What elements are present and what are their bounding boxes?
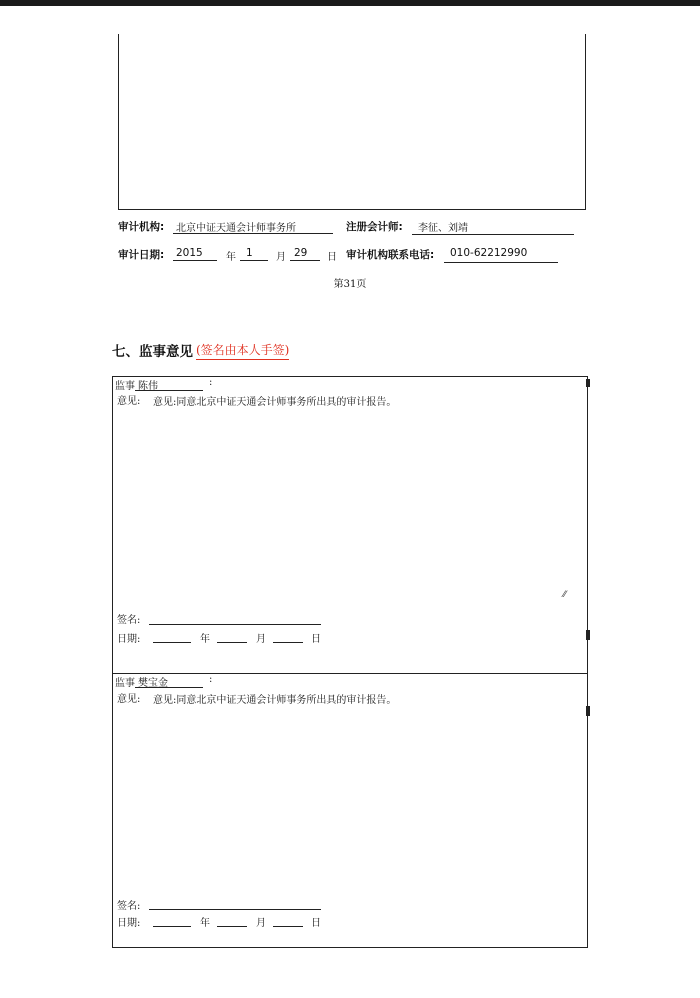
audit-day: 29	[294, 247, 308, 259]
supervisor-colon: :	[209, 377, 213, 388]
supervisor-name[interactable]: 陈伟	[138, 381, 158, 392]
audit-org-value: 北京中证天通会计师事务所	[176, 223, 296, 234]
cpa-label: 注册会计师:	[346, 221, 403, 233]
page-number: 第31页	[333, 279, 367, 290]
sign-underline[interactable]	[149, 624, 321, 625]
date-day-underline[interactable]	[273, 926, 303, 927]
supervisor-name-underline	[135, 687, 203, 688]
supervisor-name-underline	[135, 390, 203, 391]
date-month-underline[interactable]	[217, 926, 247, 927]
scan-mark	[586, 379, 590, 387]
supervisor-panel-1	[112, 376, 588, 674]
audit-year-underline	[173, 260, 217, 261]
audit-date-label: 审计日期:	[118, 249, 165, 261]
sign-label: 签名:	[117, 615, 141, 626]
audit-phone-label: 审计机构联系电话:	[346, 249, 435, 261]
supervisor-name[interactable]: 樊宝金	[138, 678, 168, 689]
date-month-underline[interactable]	[217, 642, 247, 643]
opinion-label: 意见:	[117, 694, 141, 705]
date-month-unit: 月	[256, 918, 266, 929]
date-month-unit: 月	[256, 634, 266, 645]
section-title: 七、监事意见	[112, 344, 193, 360]
audit-month-underline	[240, 260, 268, 261]
audit-month-unit: 月	[276, 252, 286, 263]
audit-month: 1	[246, 247, 253, 259]
audit-year: 2015	[176, 247, 203, 259]
page-top-edge	[0, 0, 700, 6]
supervisor-panel-2	[112, 673, 588, 948]
audit-phone-underline	[444, 262, 558, 263]
date-year-underline[interactable]	[153, 642, 191, 643]
date-day-unit: 日	[311, 918, 321, 929]
supervisor-label: 监事	[115, 678, 135, 689]
cpa-underline	[412, 234, 574, 235]
opinion-text[interactable]: 意见:同意北京中证天通会计师事务所出具的审计报告。	[153, 397, 397, 408]
opinion-text[interactable]: 意见:同意北京中证天通会计师事务所出具的审计报告。	[153, 695, 397, 706]
date-label: 日期:	[117, 634, 141, 645]
opinion-label: 意见:	[117, 396, 141, 407]
scan-mark	[586, 706, 590, 716]
cpa-value: 李征、刘靖	[418, 223, 468, 234]
date-year-unit: 年	[200, 634, 210, 645]
sign-underline[interactable]	[149, 909, 321, 910]
scan-mark	[586, 630, 590, 640]
section-note: (签名由本人手签)	[196, 341, 289, 360]
supervisor-label: 监事	[115, 381, 135, 392]
resize-handle-icon[interactable]: ⁄⁄	[563, 590, 567, 600]
audit-day-unit: 日	[327, 252, 337, 263]
audit-org-underline	[173, 233, 333, 234]
date-year-unit: 年	[200, 918, 210, 929]
previous-content-box	[118, 34, 586, 210]
supervisor-colon: :	[209, 674, 213, 685]
audit-year-unit: 年	[226, 252, 236, 263]
date-year-underline[interactable]	[153, 926, 191, 927]
sign-label: 签名:	[117, 901, 141, 912]
audit-day-underline	[290, 260, 320, 261]
date-day-unit: 日	[311, 634, 321, 645]
date-label: 日期:	[117, 918, 141, 929]
audit-org-label: 审计机构:	[118, 221, 165, 233]
audit-phone-value: 010-62212990	[450, 247, 528, 259]
date-day-underline[interactable]	[273, 642, 303, 643]
